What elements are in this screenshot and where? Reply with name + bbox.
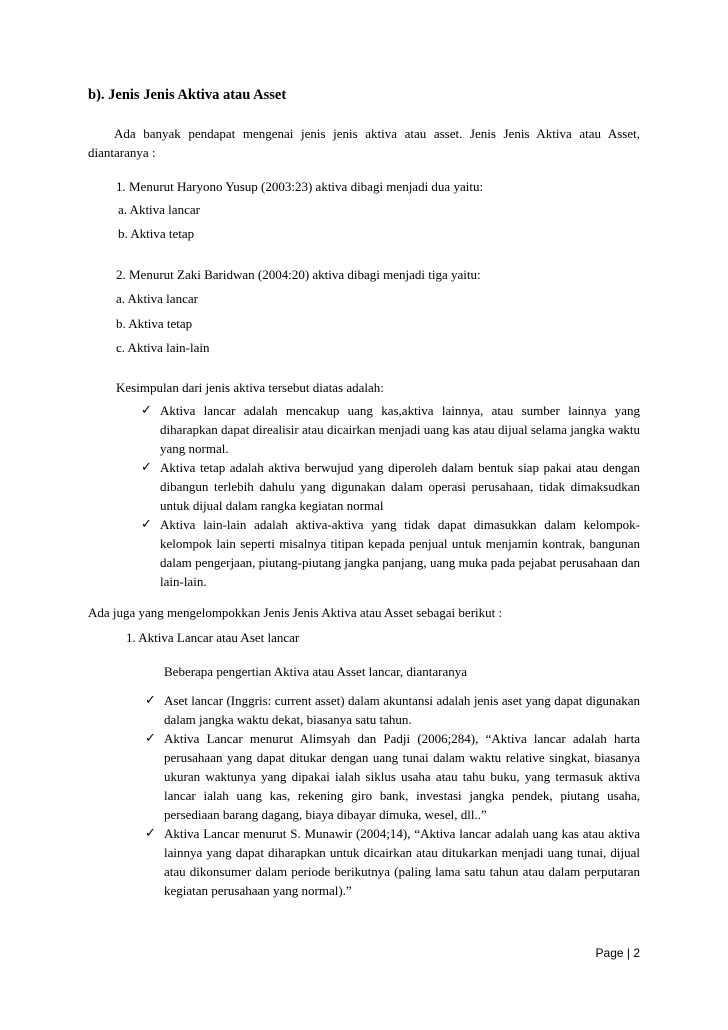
list-item <box>141 401 640 458</box>
checkmark-icon: ✓ <box>141 460 152 475</box>
item1-heading: 1. Menurut Haryono Yusup (2003:23) aktiva dibagi menjadi dua yaitu: <box>116 179 484 194</box>
group1-bullet-1: Aset lancar (Inggris: current asset) dalam akuntansi adalah jenis aset yang dapat digunakan dalam jangka waktu dekat, biasanya satu tahun. <box>164 693 640 727</box>
conclusion-bullet-1: Aktiva lancar adalah mencakup uang kas,aktiva lainnya, atau sumber lainnya yang diharapkan dapat direalisir atau dicairkan menjadi uang kas atau dijual selama jangka waktu yang normal. <box>160 403 640 456</box>
section-title: b). Jenis Jenis Aktiva atau Asset <box>88 87 287 103</box>
item2-c: c. Aktiva lain-lain <box>116 340 210 355</box>
checkmark-icon: ✓ <box>145 731 156 746</box>
item2-heading: 2. Menurut Zaki Baridwan (2004:20) aktiva dibagi menjadi tiga yaitu: <box>116 267 481 282</box>
item1-b: b. Aktiva tetap <box>118 226 195 241</box>
list-item <box>141 515 640 591</box>
intro-paragraph: Ada banyak pendapat mengenai jenis jenis aktiva atau asset. Jenis Jenis Aktiva atau Asset, diantaranya : <box>88 126 640 160</box>
conclusion-bullet-2: Aktiva tetap adalah aktiva berwujud yang diperoleh dalam bentuk siap pakai atau dengan dibangun terlebih dahulu yang digunakan dalam operasi perusahaan, tidak dimaksudkan untuk dijual dalam rangka kegiatan normal <box>160 460 640 513</box>
page-number-footer: Page | 2 <box>595 946 640 960</box>
group1-subheading: Beberapa pengertian Aktiva atau Asset lancar, diantaranya <box>164 664 468 679</box>
group1-heading: 1. Aktiva Lancar atau Aset lancar <box>126 630 300 645</box>
conclusion-bullet-3: Aktiva lain-lain adalah aktiva-aktiva yang tidak dapat dimasukkan dalam kelompok-kelompok lain seperti misalnya titipan kepada penjual untuk menjamin kontrak, bangunan dalam pengerjaan, piutang-piutang jangka panjang, uang muka pada pejabat perusahaan dan lain-lain. <box>160 517 640 589</box>
checkmark-icon: ✓ <box>141 403 152 418</box>
checkmark-icon: ✓ <box>145 826 156 841</box>
list-item <box>145 729 640 824</box>
group1-bullet-2: Aktiva Lancar menurut Alimsyah dan Padji (2006;284), “Aktiva lancar adalah harta perusahaan yang dapat ditukar dengan uang tunai dalam waktu relative singkat, biasanya ukuran waktunya yang dipakai ialah siklus usaha atau tahu buku, yang termasuk aktiva lancar ialah uang kas, rekening giro bank, investasi jangka pendek, piutang usaha, persediaan barang dagang, biaya dibayar dimuka, wesel, dll..” <box>164 731 640 822</box>
conclusion-list <box>141 401 640 591</box>
group1-list <box>145 691 640 900</box>
list-item <box>145 691 640 729</box>
item2-a: a. Aktiva lancar <box>116 291 198 306</box>
list-item <box>141 458 640 515</box>
checkmark-icon: ✓ <box>141 517 152 532</box>
grouping-intro: Ada juga yang mengelompokkan Jenis Jenis Aktiva atau Asset sebagai berikut : <box>88 605 503 620</box>
group1-bullet-3: Aktiva Lancar menurut S. Munawir (2004;14), “Aktiva lancar adalah uang kas atau aktiva lainnya yang dapat diharapkan untuk dicairkan atau ditukarkan menjadi uang tunai, dijual atau dikonsumer dalam periode berikutnya (paling lama satu tahun atau dalam perputaran kegiatan perusahaan yang normal).” <box>164 826 640 898</box>
item2-b: b. Aktiva tetap <box>116 316 193 331</box>
checkmark-icon: ✓ <box>145 693 156 708</box>
item1-a: a. Aktiva lancar <box>118 202 200 217</box>
list-item <box>145 824 640 900</box>
conclusion-heading: Kesimpulan dari jenis aktiva tersebut diatas adalah: <box>116 380 384 395</box>
